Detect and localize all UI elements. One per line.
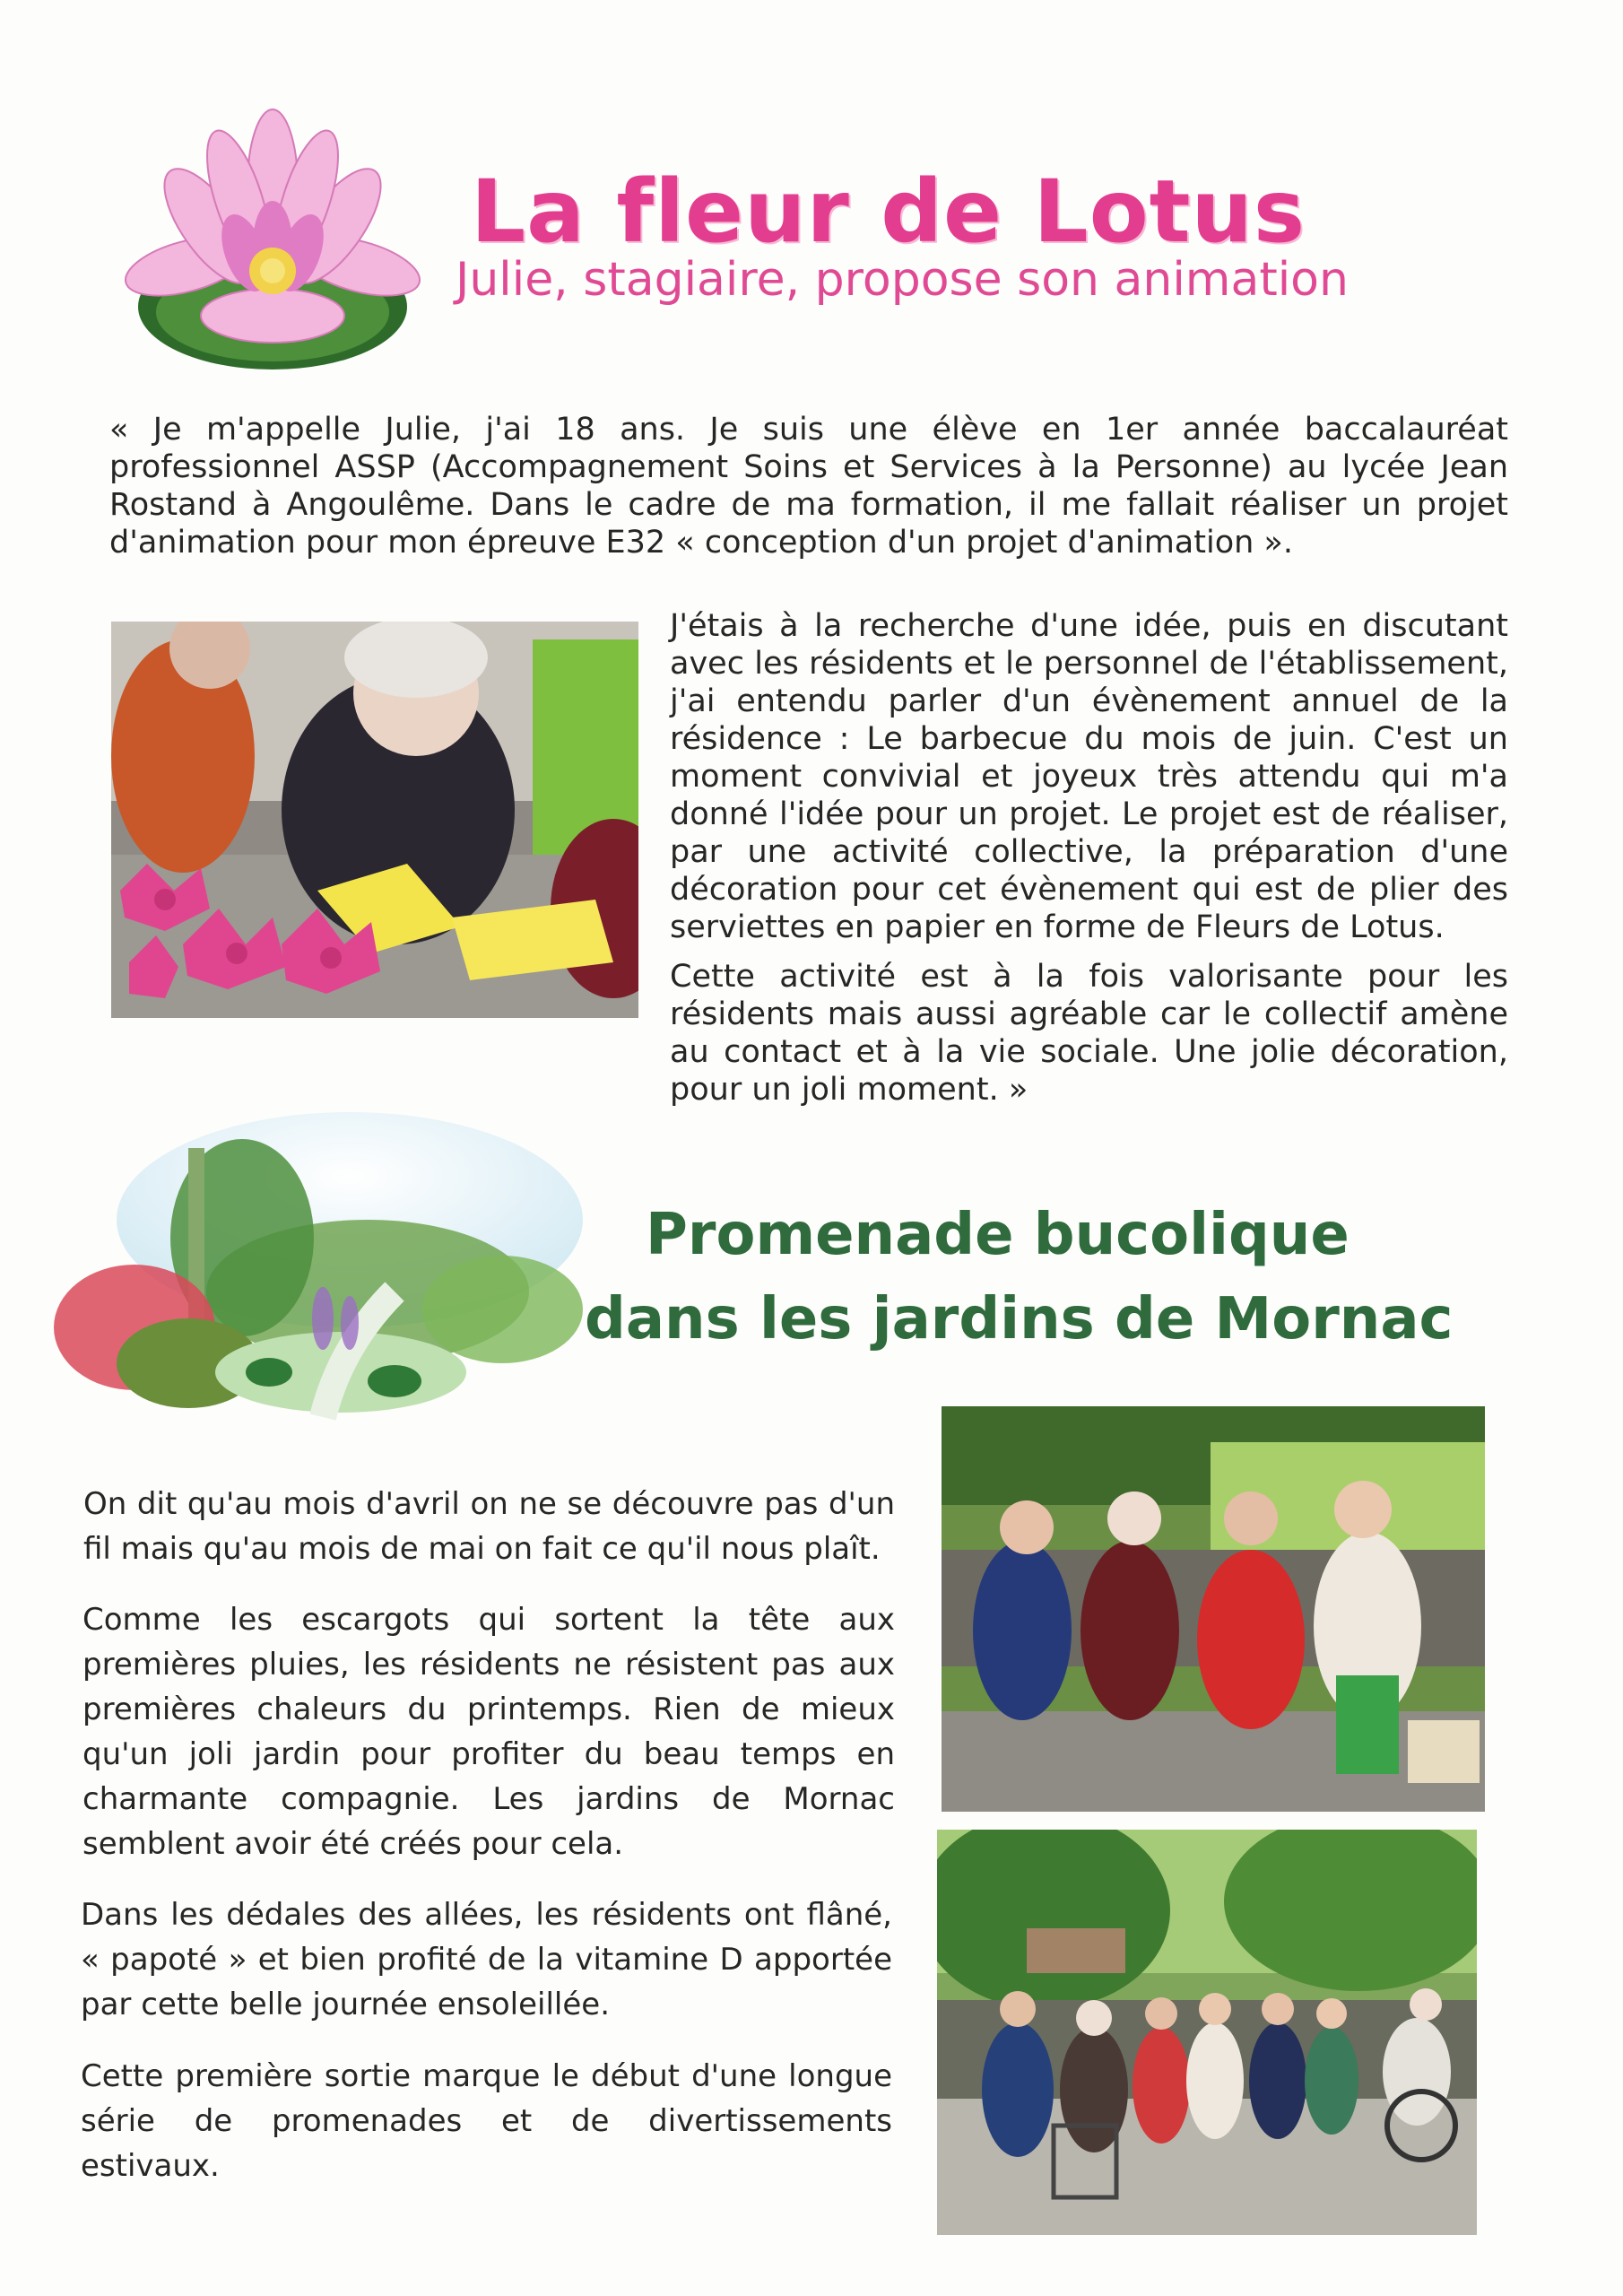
lotus-title: La fleur de Lotus [471,161,1306,262]
lotus-flower-image [124,100,421,386]
promenade-title-line-2: dans les jardins de Mornac [585,1286,1454,1352]
lotus-body-paragraph-1: J'étais à la recherche d'une idée, puis en discutant avec les résidents et le personnel de l'établissement, j'ai entendu parler d'un évènement annuel de la résidence : Le barbecue du mois de juin. C'est un moment convivial et joyeux très attendu qui m'a donné l'idée pour un projet. Le projet est de réaliser, par une activité collective, la préparation d'une décoration pour cet évènement qui est de plier des serviettes en papier en forme de Fleurs de Lotus. [670,608,1508,945]
promenade-paragraph-2: Comme les escargots qui sortent la tête aux premières pluies, les résidents ne résistent pas aux premières chaleurs du printemps. Rien de mieux qu'un joli jardin pour profiter du beau temps en charmante compagnie. Les jardins de Mornac semblent avoir été créés pour cela. [82,1602,895,1862]
napkin-folding-photo [111,622,638,1018]
garden-group-photo [937,1830,1477,2235]
lotus-subtitle: Julie, stagiaire, propose son animation [456,253,1349,307]
lotus-body-paragraph-2: Cette activité est à la fois valorisante pour les résidents mais aussi agréable car le collectif amène au contact et à la vie sociale. Une jolie décoration, pour un joli moment. » [670,959,1508,1108]
promenade-title-line-1: Promenade bucolique [646,1202,1350,1268]
residents-bench-photo [942,1406,1485,1812]
lotus-intro-paragraph: « Je m'appelle Julie, j'ai 18 ans. Je suis une élève en 1er année baccalauréat professionnel ASSP (Accompagnement Soins et Services à la Personne) au lycée Jean Rostand à Angoulême. Dans le cadre de ma formation, il me fallait réaliser un projet d'animation pour mon épreuve E32 « conception d'un projet d'animation ». [109,412,1508,561]
promenade-paragraph-1: On dit qu'au mois d'avril on ne se découvre pas d'un fil mais qu'au mois de mai on fait ce qu'il nous plaît. [83,1486,895,1567]
garden-watercolor-image [54,1112,583,1428]
promenade-paragraph-3: Dans les dédales des allées, les résidents ont flâné, « papoté » et bien profité de la vitamine D apportée par cette belle journée ensoleillée. [81,1897,892,2022]
promenade-paragraph-4: Cette première sortie marque le début d'une longue série de promenades et de divertissements estivaux. [81,2058,892,2184]
